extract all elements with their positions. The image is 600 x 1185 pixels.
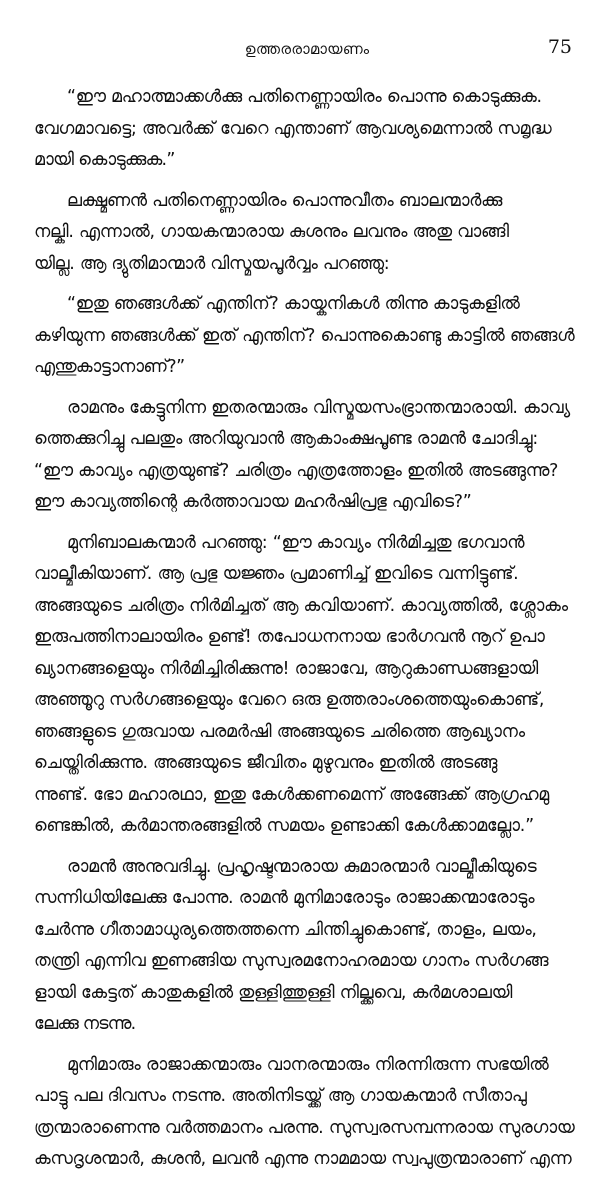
text-line: അങ്ങയുടെ ചരിത്രം നിർമിച്ചത് ആ കവിയാണ്. കാവ്യത്തിൽ, ശ്ലോകം bbox=[34, 595, 568, 616]
text-line: ചേർന്നു ഗീതാമാധുര്യത്തെത്തന്നെ ചിന്തിച്ചുകൊണ്ട്, താളം, ലയം, bbox=[34, 919, 537, 940]
text-line: ന്നുണ്ട്. ഭോ മഹാരഥാ, ഇതു കേൾക്കണമെന്ന് അങ്ങേക്ക് ആഗ്രഹമു bbox=[34, 784, 549, 805]
text-line: ളായി കേട്ടത് കാതുകളിൽ തുള്ളിത്തുള്ളി നില്ക്കവെ, കർമശാലയി bbox=[34, 982, 513, 1003]
text-line: ഖ്യാനങ്ങളെയും നിർമിച്ചിരിക്കുന്നു! രാജാവേ, ആറുകാണ്ഡങ്ങളായി bbox=[34, 658, 539, 679]
text-line: വേഗമാവട്ടെ; അവർക്ക് വേറെ എന്താണ് ആവശ്യമെന്നാൽ സമൃദ്ധ bbox=[34, 118, 552, 139]
text-line: ഇരുപത്തിനാലായിരം ഉണ്ട്! തപോധനനായ ഭാർഗവൻ നൂറ് ഉപാ bbox=[34, 627, 545, 647]
text-line: ഞങ്ങളുടെ ഗുരുവായ പരമർഷി അങ്ങയുടെ ചരിത്തെ ആഖ്യാനം bbox=[34, 721, 525, 742]
text-line: ത്രന്മാരാണെന്നു വർത്തമാനം പരന്നു. സുസ്വരസമ്പന്നരായ സുരഗായ bbox=[34, 1117, 575, 1138]
body-text bbox=[34, 82, 600, 1185]
running-header bbox=[42, 36, 572, 66]
text-line: യില്ല. ആ ദ്യുതിമാന്മാർ വിസ്മയപൂർവ്വം പറഞ്ഞു: bbox=[34, 253, 390, 274]
text-line: മുനിമാരും രാജാക്കന്മാരും വാനരന്മാരും നിരന്നിരുന്ന സഭയിൽ bbox=[67, 1054, 549, 1075]
text-line: വാല്മീകിയാണ്. ആ പ്രഭു യജ്ഞം പ്രമാണിച്ച് ഇവിടെ വന്നിട്ടുണ്ട്. bbox=[34, 564, 519, 584]
text-line: “ഇതു ഞങ്ങൾക്ക് എന്തിന്? കായ്കനികൾ തിന്നു കാടുകളിൽ bbox=[67, 294, 520, 314]
text-line: ചെയ്തിരിക്കുന്നു. അങ്ങയുടെ ജീവിതം മുഴുവനും ഇതിൽ അടങ്ങു bbox=[34, 753, 498, 773]
text-line: മായി കൊടുക്കുക.” bbox=[34, 150, 175, 170]
text-line: നല്കി. എന്നാൽ, ഗായകന്മാരായ കുശനും ലവനും അതു വാങ്ങി bbox=[34, 222, 509, 242]
paragraph bbox=[34, 82, 600, 177]
text-line: രാമനും കേട്ടുനിന്ന ഇതരന്മാരും വിസ്മയസംഭ്രാന്തന്മാരായി. കാവ്യ bbox=[67, 397, 570, 418]
paragraph bbox=[34, 1050, 600, 1176]
paragraph bbox=[34, 528, 600, 843]
text-line: കസദൃശന്മാർ, കുശൻ, ലവൻ എന്നു നാമമായ സ്വപുത്രന്മാരാണ് എന്ന bbox=[34, 1149, 572, 1169]
paragraph bbox=[34, 393, 600, 519]
paragraph bbox=[34, 186, 600, 281]
text-line: “ഈ മഹാത്മാക്കൾക്കു പതിനെണ്ണായിരം പൊന്നു കൊടുക്കുക. bbox=[67, 87, 542, 107]
text-line: പാട്ടു പല ദിവസം നടന്നു. അതിനിടയ്ക്ക് ആ ഗായകന്മാർ സീതാപു bbox=[34, 1086, 527, 1106]
paragraph bbox=[34, 852, 600, 1041]
chapter-title: ഉത്തരരാമായണം bbox=[244, 40, 370, 58]
text-line: മുനിബാലകന്മാർ പറഞ്ഞു: “ഈ കാവ്യം നിർമിച്ചതു ഭഗവാൻ bbox=[67, 532, 525, 553]
text-line: ത്തെക്കുറിച്ചു പലതും അറിയുവാൻ ആകാംക്ഷപൂണ്ട രാമൻ ചോദിച്ചു: bbox=[34, 429, 539, 449]
text-line: തന്ത്രി എന്നിവ ഇണങ്ങിയ സുസ്വരമനോഹരമായ ഗാനം സർഗങ്ങ bbox=[34, 951, 549, 971]
text-line: കഴിയുന്ന ഞങ്ങൾക്ക് ഇത് എന്തിന്? പൊന്നുകൊണ്ടു കാട്ടിൽ ഞങ്ങൾ bbox=[34, 325, 575, 346]
text-line: എന്തുകാട്ടാനാണ്?” bbox=[34, 357, 185, 377]
text-line: അഞ്ഞൂറു സർഗങ്ങളെയും വേറെ ഒരു ഉത്തരാംശത്തെയുംകൊണ്ട്, bbox=[34, 690, 545, 710]
text-line: ലക്ഷ്മണൻ പതിനെണ്ണായിരം പൊന്നുവീതം ബാലന്മാർക്കു bbox=[67, 190, 503, 211]
text-line: “ഈ കാവ്യം എത്രയുണ്ട്? ചരിത്രം എത്രത്തോളം ഇതിൽ അടങ്ങുന്നു? bbox=[34, 460, 559, 481]
text-line: സന്നിധിയിലേക്കു പോന്നു. രാമൻ മുനിമാരോടും രാജാക്കന്മാരോടും bbox=[34, 888, 535, 908]
text-line: രാമൻ അനുവദിച്ചു. പ്രഹൃഷ്ടന്മാരായ കുമാരന്മാർ വാല്മീകിയുടെ bbox=[67, 856, 537, 877]
text-line: ണ്ടെങ്കിൽ, കർമാന്തരങ്ങളിൽ സമയം ഉണ്ടാക്കി കേൾക്കാമല്ലോ.” bbox=[34, 816, 534, 836]
text-line: ലേക്കു നടന്നു. bbox=[34, 1014, 136, 1034]
paragraph bbox=[34, 289, 600, 384]
page-number: 75 bbox=[547, 36, 572, 58]
text-line: ഈ കാവ്യത്തിന്റെ കർത്താവായ മഹർഷിപ്രഭു എവിടെ?” bbox=[34, 492, 472, 512]
